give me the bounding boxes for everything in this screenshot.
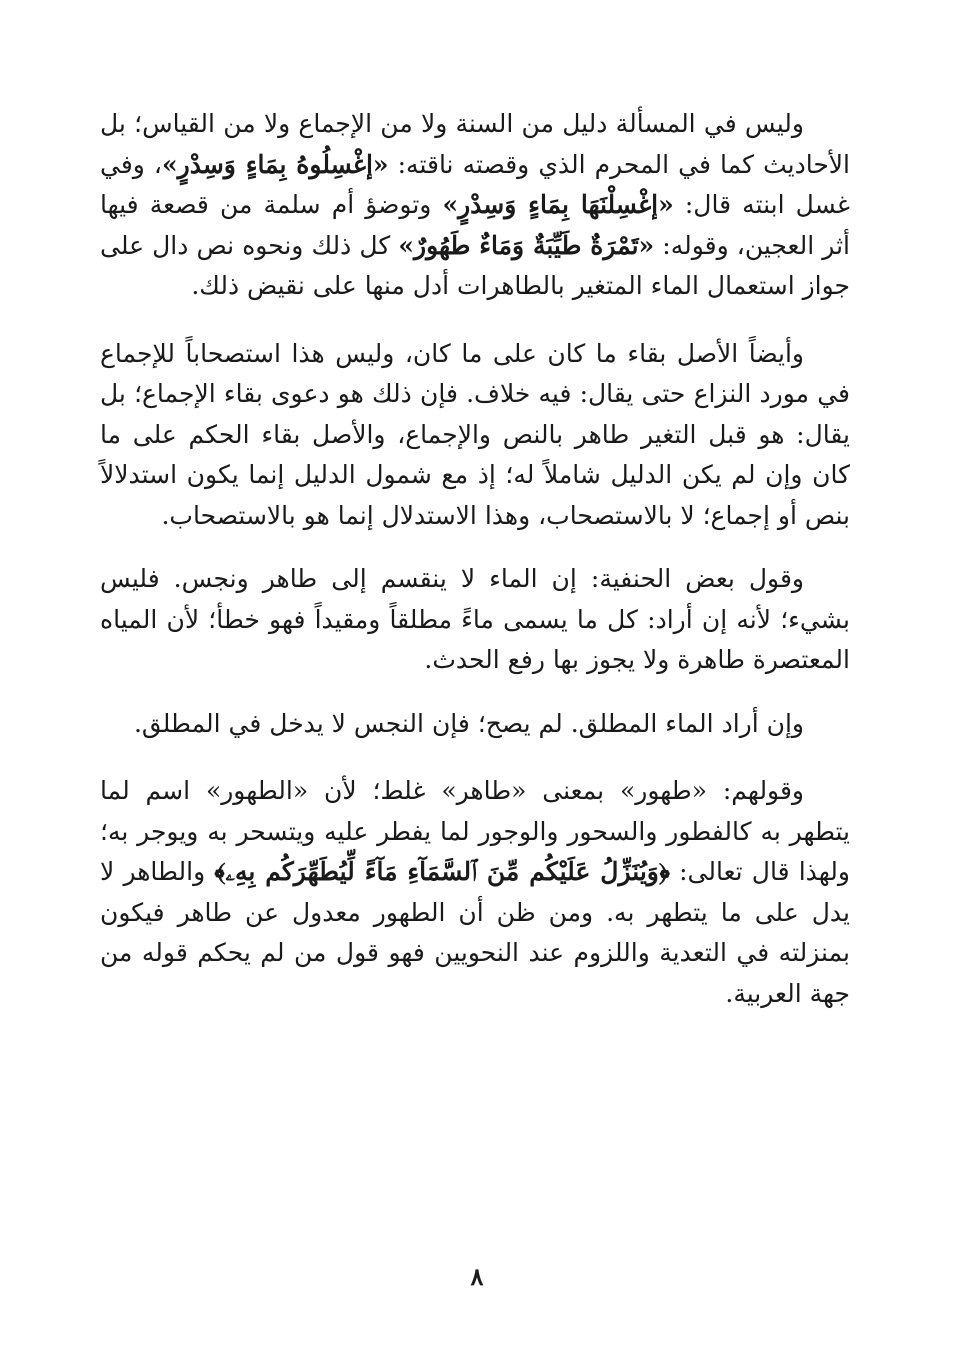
paragraph-text: كل ذلك ونحوه نص دال على جواز استعمال الماء المتغير بالطاهرات أدل منها على نقيض ذلك. — [100, 230, 850, 300]
paragraph-evidence — [100, 104, 850, 307]
hadith-quote: «تَمْرَةٌ طَيِّبَةٌ وَمَاءٌ طَهُورٌ» — [398, 230, 655, 260]
paragraph-text: وليس في المسألة دليل من السنة ولا من الإجماع ولا من القياس؛ بل الأحاديث كما في المحرم الذي وقصته ناقته: — [100, 109, 850, 179]
paragraph-tahur — [100, 771, 850, 1014]
paragraph-text: والطاهر لا يدل على ما يتطهر به. ومن ظن أن الطهور معدول عن طاهر فيكون بمنزلته في التعدية واللزوم عند النحويين فهو قول من لم يحكم قوله من جهة العربية. — [100, 857, 850, 1008]
hadith-quote: «إغْسِلْنَهَا بِمَاءٍ وَسِدْرٍ» — [442, 190, 674, 219]
paragraph-text: وتوضؤ أم سلمة من قصعة فيها أثر العجين، وقوله: — [100, 190, 850, 260]
paragraph-text: وقولهم: «طهور» بمعنى «طاهر» غلط؛ لأن «الطهور» اسم لما يتطهر به كالفطور والسحور والوجور لما يفطر عليه ويتسحر به ويوجر به؛ ولهذا قال تعالى: — [100, 776, 850, 886]
paragraph-istishab: وأيضاً الأصل بقاء ما كان على ما كان، وليس هذا استصحاباً للإجماع في مورد النزاع حتى يقال: فيه خلاف. فإن ذلك هو دعوى بقاء الإجماع؛ بل يقال: هو قبل التغير طاهر بالنص والإجماع، والأصل بقاء الحكم على ما كان وإن لم يكن الدليل شاملاً له؛ إذ مع شمول الدليل إنما يكون استدلالاً بنص أو إجماع؛ لا بالاستصحاب، وهذا الاستدلال إنما هو بالاستصحاب. — [100, 338, 850, 530]
paragraph-mutlaq: وإن أراد الماء المطلق. لم يصح؛ فإن النجس لا يدخل في المطلق. — [133, 708, 804, 738]
page-number: ٨ — [470, 1262, 484, 1291]
paragraph-text: ، وفي غسل ابنته قال: — [100, 149, 850, 219]
hadith-quote: «إغْسِلُوهُ بِمَاءٍ وَسِدْرٍ» — [162, 149, 389, 179]
page-body — [100, 104, 850, 1014]
paragraph-hanafi: وقول بعض الحنفية: إن الماء لا ينقسم إلى طاهر ونجس. فليس بشيء؛ لأنه إن أراد: كل ما يسمى ماءً مطلقاً ومقيداً فهو خطأ؛ لأن المياه المعتصرة طاهرة ولا يجوز بها رفع الحدث. — [100, 564, 850, 674]
quran-verse: ﴿وَيُنَزِّلُ عَلَيْكُم مِّنَ ٱلسَّمَآءِ مَآءً لِّيُطَهِّرَكُم بِهِۦ﴾ — [214, 857, 670, 886]
